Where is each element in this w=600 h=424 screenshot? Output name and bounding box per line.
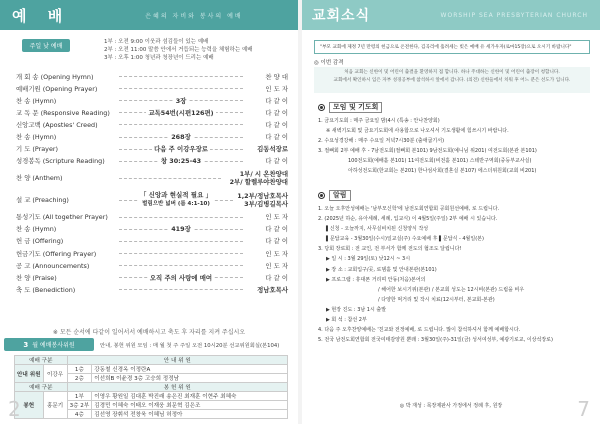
service-times [104, 38, 253, 62]
order-leader: 다 같 이 [265, 96, 288, 105]
hymn-number: 268장 [171, 133, 191, 142]
today-tag: ◎ 이번 감격 [314, 60, 344, 66]
list-item: ▶ 회 석 : 참선 2부 [326, 317, 367, 324]
list-item: ▶ 장 소 : 교회입구/곳, 로뎀홀 및 안내본관(본101) [326, 266, 437, 273]
list-item: 5. 전국 남전도회연합회 전국여태감양원 뿐래 : 3월30일(주)-31일(금) 성서여성부, 예광기로교, 이상석장로) [318, 337, 553, 344]
welcome-box [314, 67, 590, 93]
order-row [16, 211, 288, 223]
responsive-reading: 교독54번(시편126편) [148, 108, 214, 117]
sunday-service-badge: 주일 낮 예배 [22, 39, 70, 52]
order-row [16, 155, 288, 167]
hymn-number: 3장 [175, 96, 187, 105]
order-label: 기 도 (Prayer) [16, 145, 59, 154]
anthem-row [16, 167, 288, 189]
list-item: 3. 당회 장로회 : 전 교인, 전 부서가 함께 전도의 협조도 달립니다! [318, 246, 462, 253]
list-item: ▶ 현장 진도 : 3남 1시 출발 [326, 306, 387, 313]
page-number-right: 7 [577, 397, 590, 421]
welcome-line-1: 처음 교회는 신한이 및 어린이 출결을 환영하지 접 합니다. 하나 주대하는 신한이 및 어린이 출장이 청합니다. [344, 70, 560, 75]
list-item: 1. 오늘 오후안성예배는 '남부모신학'에 남전도회연합회 공회원선예배, 로 드립니다. [318, 206, 500, 212]
scripture: 창 30:25-43 [160, 157, 202, 166]
welcome-line-2: 교회에서 확인하시 입은 자부 성경공부에 참석하시 앞에서 갑니다. (의견) 신한들에서 치워 후 어느 분은 선도가 입니다. [333, 78, 571, 83]
list-item: 아하성전도회(한교회는 본201) 한나섬사회(결혼실 본107) 에스더위원회(교회 비201) [348, 168, 537, 175]
volunteers-table [14, 355, 288, 419]
order-row [16, 223, 288, 235]
table-row: 안내 위원 이강우 1층 강동철 신경옥 이정란A [15, 365, 288, 374]
order-row [16, 235, 288, 247]
sermon-title: 「 신앙과 현실적 필요 」 [139, 190, 213, 199]
order-of-worship [16, 70, 288, 295]
order-label: 찬 양 (Praise) [16, 273, 57, 282]
order-label: 찬 송 (Hymn) [16, 225, 57, 234]
order-leader: 인 도 자 [265, 249, 288, 258]
order-row [16, 130, 288, 142]
volunteers-badge: 3 월 예배봉사위원 [4, 338, 94, 351]
news-page [302, 30, 600, 424]
order-row [16, 259, 288, 271]
service-time-1: 1부 : 오전 9:00 이웃과 섬김들이 있는 예배 [104, 39, 209, 45]
order-leader: 인 도 자 [265, 261, 288, 270]
order-label: 신앙고백 (Apostles' Creed) [16, 120, 98, 129]
preacher-1: 1,2부/정남호목사 [237, 191, 288, 200]
order-label: 통성기도 (All together Prayer) [16, 213, 108, 222]
order-label: 찬 송 (Hymn) [16, 96, 57, 105]
order-row [16, 70, 288, 82]
meetings-list [318, 116, 594, 177]
list-item: 100전도회(예배홀 본101) 11여전도회(비전홀 본101) 스테반구역회(중등부교사실) [348, 158, 532, 165]
order-label: 설 교 (Preaching) [16, 196, 69, 205]
order-label: 교 독 문 (Responsive Reading) [16, 108, 110, 117]
service-time-3: 3부 : 오후 1:00 청년과 청장년이 드리는 예배 [104, 55, 214, 61]
list-item: 1. 금요기도회 : 매주 금요일 밤(4시 (특송 : 안나찬양회) [318, 118, 440, 124]
order-row [16, 283, 288, 295]
church-name: WORSHIP SEA PRESBYTERIAN CHURCH [440, 11, 588, 19]
list-item: / 다양한 먹거리 및 작시 치료(12시부터, 본교회-본관) [378, 296, 495, 303]
hymn-number: 419장 [171, 225, 191, 234]
service-time-2: 2부 : 오전 11:00 말씀 안에서 거듭되는 능력을 체험하는 예배 [104, 47, 253, 53]
order-row [16, 247, 288, 259]
order-label: 개 회 송 (Opening Hymn) [16, 72, 94, 81]
worship-note: ※ 모든 순서에 다같이 일어서서 예배하시고 축도 후 자리를 지켜 주십시오 [52, 329, 246, 336]
table-row: 예배 구분 안 내 위 원 [15, 356, 288, 365]
order-leader: 정남호목사 [257, 285, 288, 294]
order-row [16, 143, 288, 155]
list-item: 3. 절뼈회 2부 예배 후 - 7남전도회(절뼈회 본101) 9남전도회(예니님 위201) 여전도회(본관 본101) [318, 148, 537, 155]
meetings-section-title: 모임 및 기도회 [318, 102, 382, 113]
order-leader: 다 같 이 [265, 225, 288, 234]
notices-list [318, 204, 594, 345]
order-leader: 다 같 이 [265, 273, 288, 282]
volunteers-info: 안내, 봉헌 위원 모임 : 매 월 첫 주 주일 오전 10시20분 선교위원회실(본104) [100, 342, 280, 349]
order-row [16, 118, 288, 130]
anthem-choir-1: 1부/ 시 온찬양대 [239, 169, 288, 178]
order-leader: 인 도 자 [265, 213, 288, 222]
order-label: 성경봉독 (Scripture Reading) [16, 157, 105, 166]
order-leader: 다 같 이 [265, 133, 288, 142]
list-item: ▌신청 - 오늘까지, 사무실비치된 신청양식 작성 [326, 226, 429, 233]
table-row: 2층 이선희B 이윤경 3층 고승희 정정남 [15, 374, 288, 383]
list-item: 4. 다음 주 오후찬양예배는 '친교와 전정예배, 로 드립니다. 많이 참석하셔서 함께 예배합시다. [318, 327, 521, 334]
list-item: ▌문답교육 - 3월30일(수시)일교실(주) 수요예배 후 ▌문답식 - 4월일(본) [326, 236, 484, 243]
sermon-row [16, 189, 288, 211]
bullet-icon [318, 104, 325, 111]
list-item: ▶ 일 시 : 3월 29일(토) 낮12시 ~ 3시 [326, 256, 411, 263]
order-row [16, 94, 288, 106]
order-leader: 다 같 이 [265, 120, 288, 129]
list-item: ▶ 프로그램 : 휴대폰 거리며 안동(처음)본어의 [326, 276, 426, 283]
right-header [302, 0, 600, 30]
order-label: 예배기원 (Opening Prayer) [16, 84, 98, 93]
order-label: 헌금기도 (Offering Prayer) [16, 249, 97, 258]
left-header [0, 0, 298, 30]
order-label: 축 도 (Benediction) [16, 285, 76, 294]
order-label: 헌 금 (Offering) [16, 237, 64, 246]
order-row [16, 82, 288, 94]
bullet-icon [318, 192, 325, 199]
order-row [16, 106, 288, 118]
order-label: 찬 양 (Anthem) [16, 174, 63, 183]
notices-section-title: 알림 [318, 190, 351, 201]
order-label: 공 고 (Announcements) [16, 261, 90, 270]
order-label: 찬 송 (Hymn) [16, 133, 57, 142]
closing-note: ◎ 박 재성 : 목장제판사 가정에서 정례 후, 원장 [399, 403, 503, 409]
sermon-scripture: 벌림으반 넓버 (롬 4:1-10) [142, 200, 210, 207]
order-leader: 김동석장로 [257, 145, 288, 154]
table-row: 4층 김선영 장휘석 전창욱 이혜님 허정아 [15, 410, 288, 419]
list-item: 2. (2025년 하순, 유아세례, 세례, 입교식) 이 4월5일(주일) 2부 예배 시 있습니다. [318, 216, 498, 223]
volunteers-header [4, 338, 279, 351]
praise-song: 오직 주의 사랑에 매여 [149, 273, 213, 282]
prayer-next: 다음 주 이강우장로 [154, 145, 208, 154]
order-row [16, 271, 288, 283]
order-leader: 다 같 이 [265, 237, 288, 246]
worship-subtitle: 은혜의 자비와 봉사의 예배 [145, 12, 243, 20]
worship-title: 예 배 [12, 6, 71, 25]
table-row: 예배 구분 봉 헌 위 원 [15, 383, 288, 392]
order-leader: 다 같 이 [265, 157, 288, 166]
order-leader: 다 같 이 [265, 108, 288, 117]
table-row: 봉헌 홍문기 1부 이영우 황원일 김대훈 박진래 송은진 최재훈 이현주 최혜숙 [15, 392, 288, 401]
order-leader: 찬 양 대 [265, 72, 288, 81]
worship-page [0, 30, 298, 424]
page-number-left: 2 [8, 397, 21, 421]
verse-box: "부모 교회에 제정 7년 만령의 헌금으로 온전한다, 김곡리에 흘려세는 빚은 예배 유 세가우자(로마15장)으로 오시기 바랍니다" [314, 40, 590, 54]
table-row: 3층 2부 김경민 이혜숙 이태오 이재웅 최문혁 김은조 [15, 401, 288, 410]
list-item: / 해어한 보시기위(본관) / 본교회 성도는 12시비(본관) 드립을 비우 [378, 286, 525, 293]
list-item: ※ 새벽기도회 및 금요기도회에 사용합으로 나오셔서 기도생활에 힘쓰시기 바랍니다. [326, 128, 509, 135]
order-leader: 인 도 자 [265, 84, 288, 93]
preacher-2: 3부/김병길목사 [244, 199, 288, 208]
news-title: 교회소식 [312, 8, 371, 24]
anthem-choir-2: 2부/ 할렐루야찬양대 [229, 177, 288, 186]
list-item: 2. 수요성경강해 : 매주 수요일 저녁7시30분 (출애굽기서) [318, 138, 445, 145]
